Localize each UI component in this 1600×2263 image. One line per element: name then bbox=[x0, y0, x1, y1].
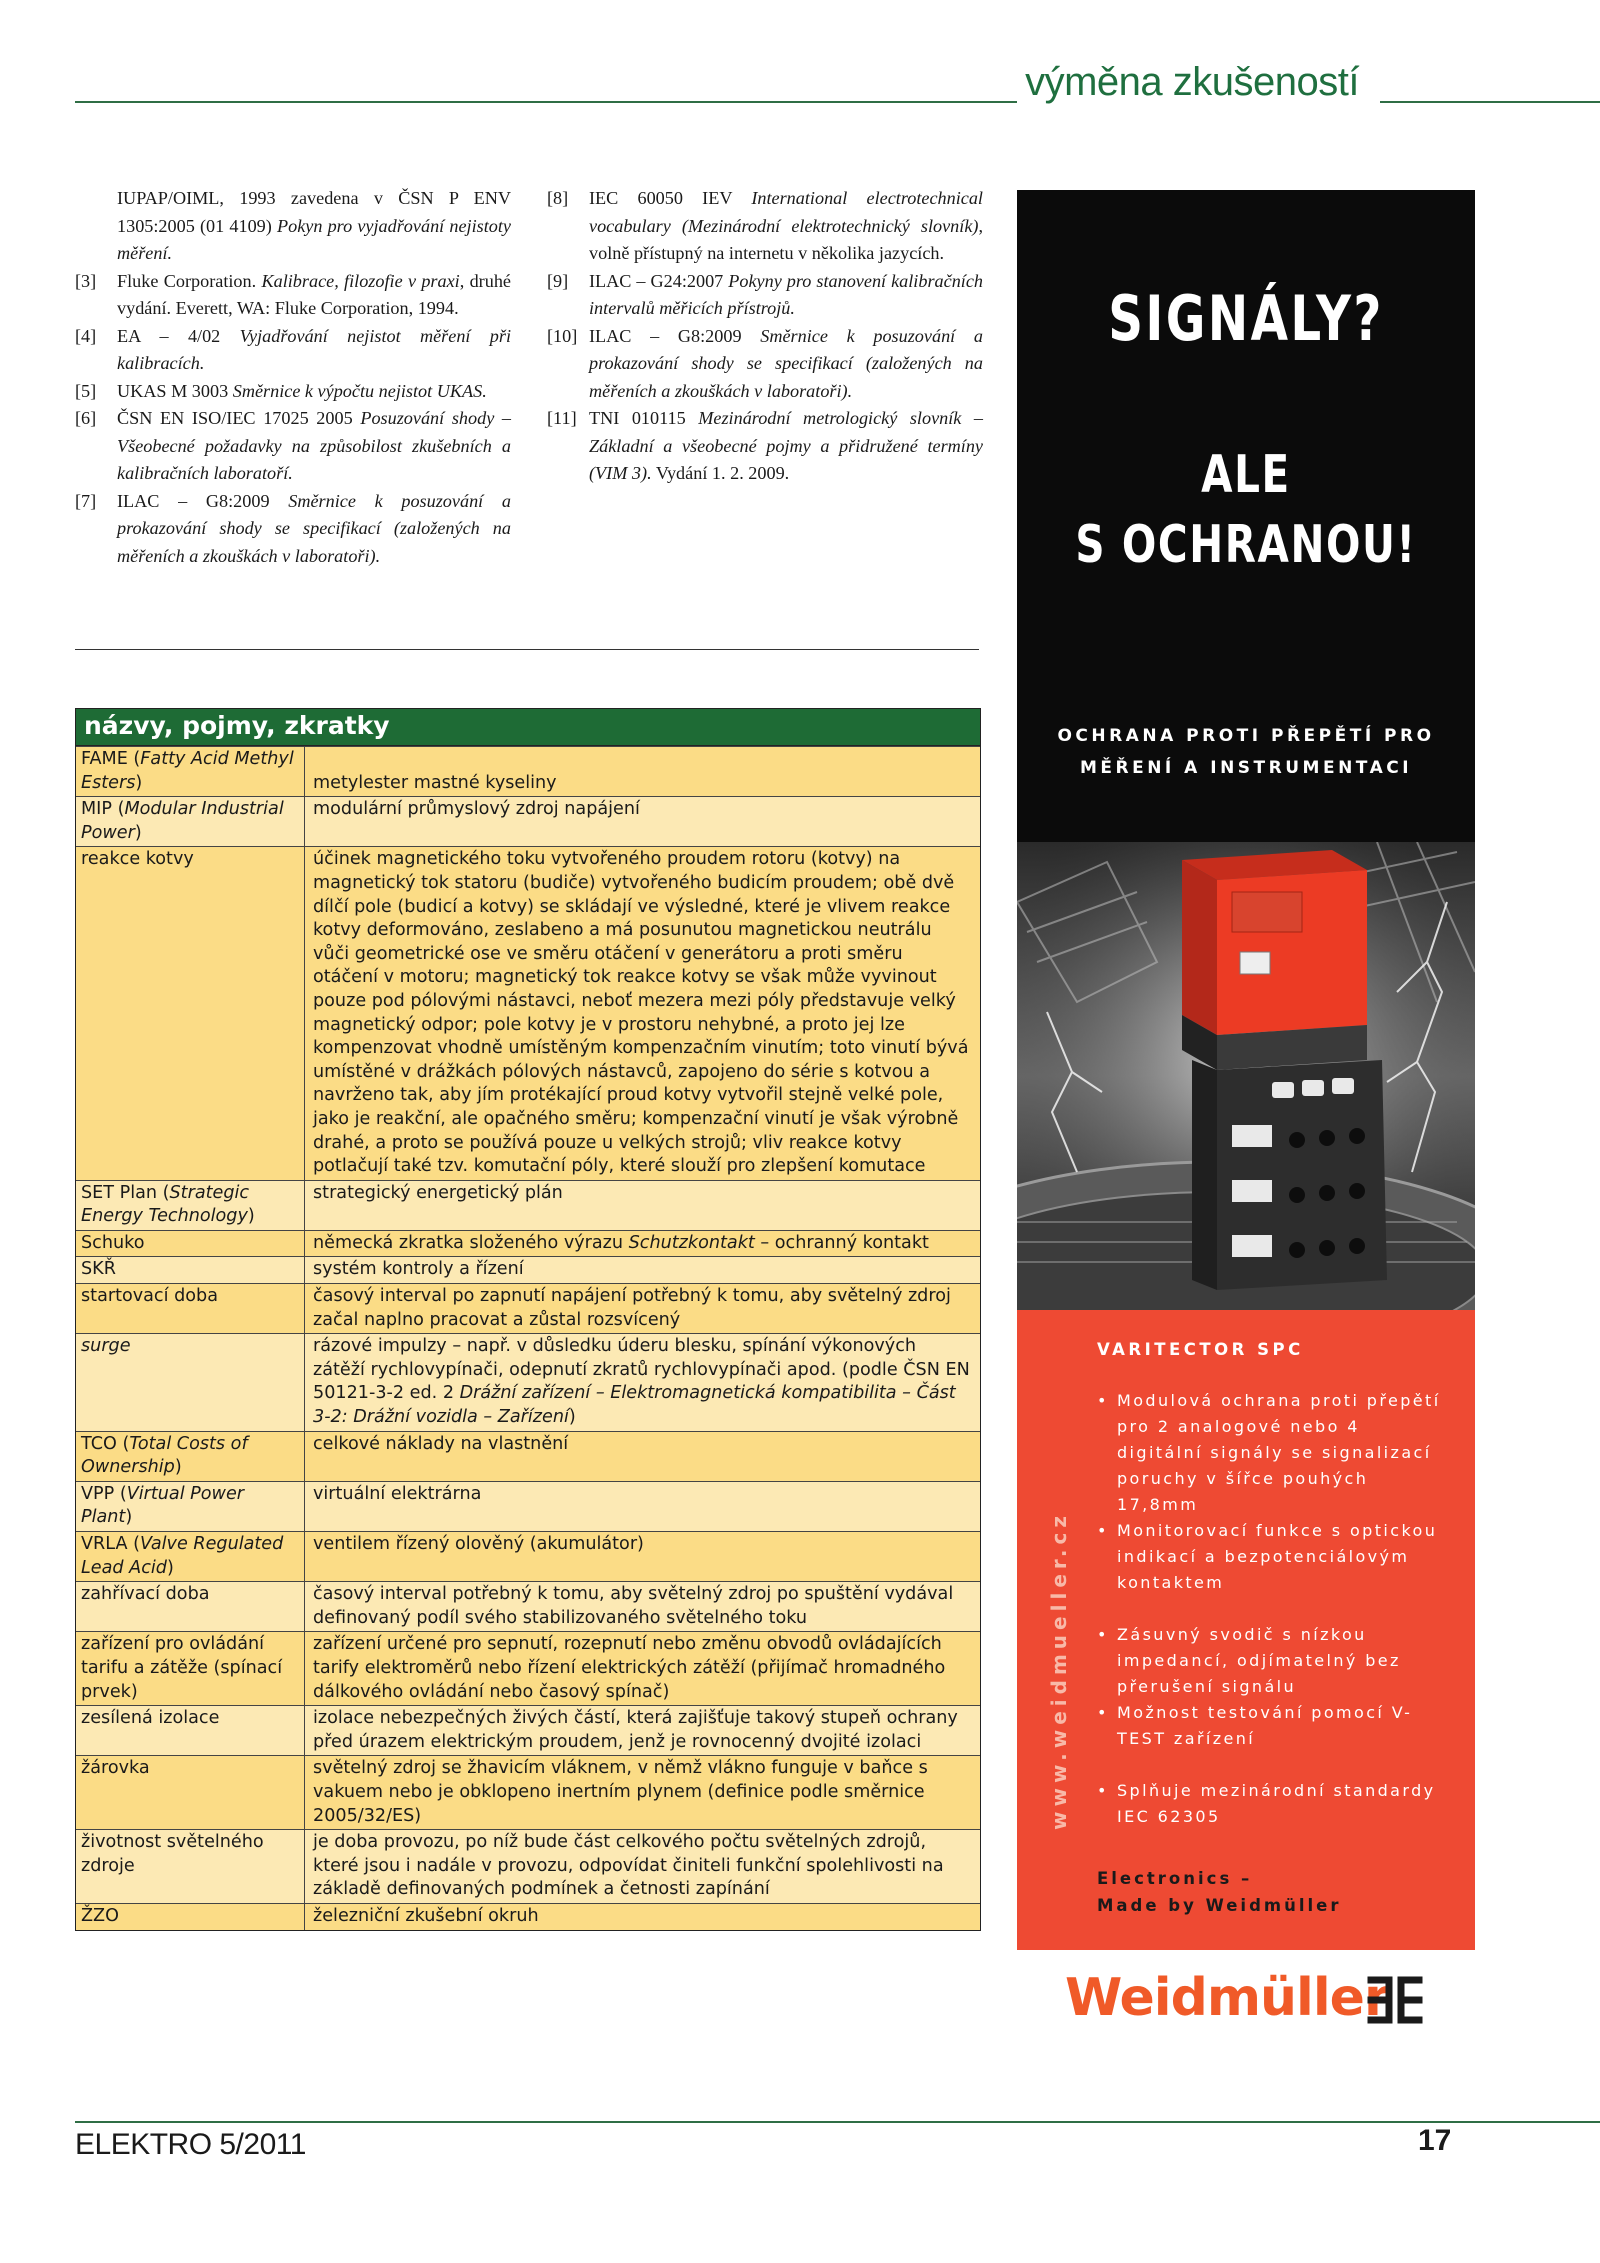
ad-feature-item: • Modulová ochrana proti přepětí pro 2 analogové nebo 4 digitální signály se signalizací poruchy v šířce pouhých 17,8mm bbox=[1097, 1391, 1441, 1514]
ad-bottom-panel bbox=[1017, 1310, 1475, 2055]
glossary-row bbox=[76, 1705, 980, 1755]
glossary-term: surge bbox=[76, 1334, 305, 1430]
reference-item: IUPAP/OIML, 1993 zavedena v ČSN P ENV 1305:2005 (01 4109) Pokyn pro vyjadřování nejistoty měření. bbox=[117, 188, 512, 263]
glossary-definition: celkové náklady na vlastnění bbox=[313, 1433, 569, 1454]
page-number: 17 bbox=[1418, 2124, 1452, 2157]
product-photo bbox=[1017, 842, 1475, 1310]
glossary-row bbox=[76, 1755, 980, 1829]
section-title: výměna zkušeností bbox=[1017, 60, 1367, 105]
glossary-definition: virtuální elektrárna bbox=[313, 1483, 482, 1504]
weidmuller-advertisement bbox=[1017, 190, 1475, 2055]
ad-feature-item: • Splňuje mezinárodní standardy IEC 62305 bbox=[1097, 1781, 1436, 1826]
glossary-title: názvy, pojmy, zkratky bbox=[76, 709, 980, 746]
glossary-term: životnost světelného zdroje bbox=[76, 1830, 305, 1903]
reference-item: [10] ILAC – G8:2009 Směrnice k posuzování a prokazování shody se specifikací (založených na měřeních a zkouškách v laboratoři). bbox=[547, 325, 983, 401]
glossary-term: zesílená izolace bbox=[76, 1706, 305, 1755]
glossary-definition: účinek magnetického toku vytvořeného proudem rotoru (kotvy) na magnetický tok statoru (budiče) vytvořeného budicím proudem; obě dvě dílčí pole (budicí a kotvy) se skládají ve výsledné, které je vlivem reakce kotvy deformováno, zeslabeno a má posunutou magnetickou neutrálu vůči geometrické ose ve směru otáčení v generátoru a proti směru otáčení v motoru; magnetický tok reakce kotvy se však může vyvinout pouze pod pólovými nástavci, neboť mezera mezi póly představuje velký magnetický odpor; pole kotvy je v prostoru nehybné, a proto jej lze kompenzovat vhodně umístěným kompenzačním vinutím; toto vinutí bývá umístěné v drážkách pólových nástavců, zapojeno do série s kotvou a navrženo tak, aby jím protékající proud kotvy vytvořil stejně velké pole, jako je reakční, ale opačného směru; kompenzační vinutí je však výrobně drahé, a proto se používá pouze u velkých strojů; vliv reakce kotvy potlačují také tzv. komutační póly, které slouží pro zlepšení komutace bbox=[313, 849, 969, 1177]
reference-item: [7] ILAC – G8:2009 Směrnice k posuzování a prokazování shody se specifikací (založených na měřeních a zkouškách v laboratoři). bbox=[75, 490, 511, 566]
glossary-term: SET Plan (Strategic Energy Technology) bbox=[76, 1181, 305, 1230]
glossary-row bbox=[76, 846, 980, 1179]
weidmuller-logo: Weidmüller bbox=[1065, 1968, 1389, 2028]
glossary-definition: časový interval po zapnutí napájení potřebný k tomu, aby světelný zdroj začal naplno pracovat a zůstal rozsvícený bbox=[313, 1286, 951, 1330]
reference-item: [6] ČSN EN ISO/IEC 17025 2005 Posuzování shody – Všeobecné požadavky na způsobilost zkušebních a kalibračních laboratoří. bbox=[75, 408, 511, 483]
glossary-term: MIP (Modular Industrial Power) bbox=[76, 797, 305, 846]
glossary-definition: metylester mastné kyseliny bbox=[313, 772, 557, 793]
glossary-row bbox=[76, 1256, 980, 1283]
glossary-row bbox=[76, 1180, 980, 1230]
glossary-term: zahřívací doba bbox=[76, 1582, 305, 1631]
reference-item: [9] ILAC – G24:2007 Pokyny pro stanovení kalibračních intervalů měřicích přístrojů. bbox=[547, 270, 984, 318]
glossary-term: VPP (Virtual Power Plant) bbox=[76, 1482, 305, 1531]
glossary-definition: izolace nebezpečných živých částí, která zajišťuje takový stupeň ochrany před úrazem elektrickým proudem, jenž je rovnocenný dvojité izolaci bbox=[313, 1708, 958, 1752]
reference-item: [11] TNI 010115 Mezinárodní metrologický slovník – Základní a všeobecné pojmy a přidružené termíny (VIM 3). Vydání 1. 2. 2009. bbox=[547, 408, 983, 483]
footer-rule bbox=[75, 2121, 1600, 2123]
glossary-term: FAME (Fatty Acid Methyl Esters) bbox=[76, 747, 305, 796]
issue-label: ELEKTRO 5/2011 bbox=[75, 2128, 306, 2161]
ad-made-by: Electronics – Made by Weidmüller bbox=[1097, 1869, 1342, 1915]
ad-logo-band bbox=[1017, 1950, 1475, 2055]
reference-item: [4] EA – 4/02 Vyjadřování nejistot měření při kalibracích. bbox=[75, 325, 511, 373]
ad-website[interactable]: www.weidmueller.cz bbox=[1047, 1511, 1071, 1830]
glossary-term: VRLA (Valve Regulated Lead Acid) bbox=[76, 1532, 305, 1581]
section-divider bbox=[75, 649, 979, 650]
glossary-row bbox=[76, 1283, 980, 1333]
glossary-definition: zařízení určené pro sepnutí, rozepnutí nebo změnu obvodů ovládajících tarify elektroměrů nebo řízení elektrických zátěží (přijímač hromadného dálkového ovládání nebo časový spínač) bbox=[313, 1634, 946, 1702]
glossary-term: Schuko bbox=[76, 1231, 305, 1257]
glossary-term: ŽZO bbox=[76, 1904, 305, 1930]
glossary-definition: strategický energetický plán bbox=[313, 1182, 563, 1203]
ad-headline: SIGNÁLY? bbox=[1108, 282, 1384, 355]
glossary-definition: systém kontroly a řízení bbox=[313, 1259, 524, 1280]
glossary-term: startovací doba bbox=[76, 1284, 305, 1333]
ad-tagline: OCHRANA PROTI PŘEPĚTÍ PRO MĚŘENÍ A INSTRUMENTACI bbox=[1057, 726, 1435, 778]
glossary-row bbox=[76, 1481, 980, 1531]
ad-top-panel bbox=[1017, 190, 1475, 842]
reference-item: [8] IEC 60050 IEV International electrotechnical vocabulary (Mezinárodní elektrotechnický slovník), volně přístupný na internetu v několika jazycích. bbox=[547, 188, 983, 263]
ad-product-name: VARITECTOR SPC bbox=[1097, 1340, 1304, 1359]
glossary-row bbox=[76, 1903, 980, 1930]
glossary-definition: německá zkratka složeného výrazu Schutzkontakt – ochranný kontakt bbox=[313, 1232, 929, 1253]
ad-feature-item: • Zásuvný svodič s nízkou impedancí, odjímatelný bez přerušení signálu bbox=[1097, 1625, 1401, 1696]
glossary-term: reakce kotvy bbox=[76, 847, 305, 1179]
weidmuller-logo-mark-icon bbox=[1367, 1972, 1423, 2028]
glossary-term: TCO (Total Costs of Ownership) bbox=[76, 1432, 305, 1481]
ad-feature-item: • Možnost testování pomocí V-TEST zařízení bbox=[1097, 1703, 1413, 1748]
glossary-row bbox=[76, 1829, 980, 1903]
glossary-box bbox=[75, 708, 981, 1931]
header-rule-right bbox=[1380, 101, 1600, 103]
glossary-definition: železniční zkušební okruh bbox=[313, 1905, 539, 1926]
glossary-definition: je doba provozu, po níž bude část celkového počtu světelných zdrojů, které jsou i nadále v provozu, odpovídat činiteli funkční spolehlivosti na základě definovaných podmínek a četnosti zapínání bbox=[313, 1832, 944, 1900]
glossary-definition: modulární průmyslový zdroj napájení bbox=[313, 799, 640, 820]
references-left-column bbox=[75, 185, 511, 570]
reference-item: [3] Fluke Corporation. Kalibrace, filozofie v praxi, druhé vydání. Everett, WA: Fluke Corporation, 1994. bbox=[75, 270, 511, 318]
references-right-column bbox=[547, 185, 983, 488]
glossary-definition: časový interval potřebný k tomu, aby světelný zdroj po spuštění vydával definovaný podíl svého stabilizovaného světelného toku bbox=[313, 1584, 954, 1628]
glossary-definition: rázové impulzy – např. v důsledku úderu blesku, spínání výkonových zátěží rychlovypínači, odepnutí zkratů rychlovypínači apod. (podle ČSN EN 50121-3-2 ed. 2 Drážní zařízení – Elektromagnetická kompatibilita – Část 3-2: Drážní vozidla – Zařízení) bbox=[313, 1336, 970, 1428]
reference-item: [5] UKAS M 3003 Směrnice k výpočtu nejistot UKAS. bbox=[75, 380, 487, 401]
glossary-row bbox=[76, 1531, 980, 1581]
header-rule-left bbox=[75, 101, 1055, 103]
glossary-row bbox=[76, 796, 980, 846]
glossary-row bbox=[76, 1431, 980, 1481]
ad-feature-item: • Monitorovací funkce s optickou indikací a bezpotenciálovým kontaktem bbox=[1097, 1521, 1438, 1592]
glossary-table bbox=[76, 746, 980, 1930]
glossary-row bbox=[76, 1581, 980, 1631]
glossary-term: zařízení pro ovládání tarifu a zátěže (spínací prvek) bbox=[76, 1632, 305, 1705]
glossary-row bbox=[76, 1230, 980, 1257]
ad-subheadline: ALE S OCHRANOU! bbox=[1075, 445, 1417, 575]
glossary-definition: ventilem řízený olověný (akumulátor) bbox=[313, 1534, 644, 1554]
glossary-definition: světelný zdroj se žhavicím vláknem, v němž vlákno funguje v baňce s vakuem nebo je obklopeno inertním plynem (definice podle směrnice 2005/32/ES) bbox=[313, 1758, 928, 1826]
glossary-term: žárovka bbox=[76, 1756, 305, 1829]
glossary-row bbox=[76, 1333, 980, 1430]
glossary-row bbox=[76, 746, 980, 796]
surge-protector-illustration bbox=[1017, 842, 1475, 1310]
glossary-row bbox=[76, 1631, 980, 1705]
glossary-term: SKŘ bbox=[76, 1257, 305, 1283]
